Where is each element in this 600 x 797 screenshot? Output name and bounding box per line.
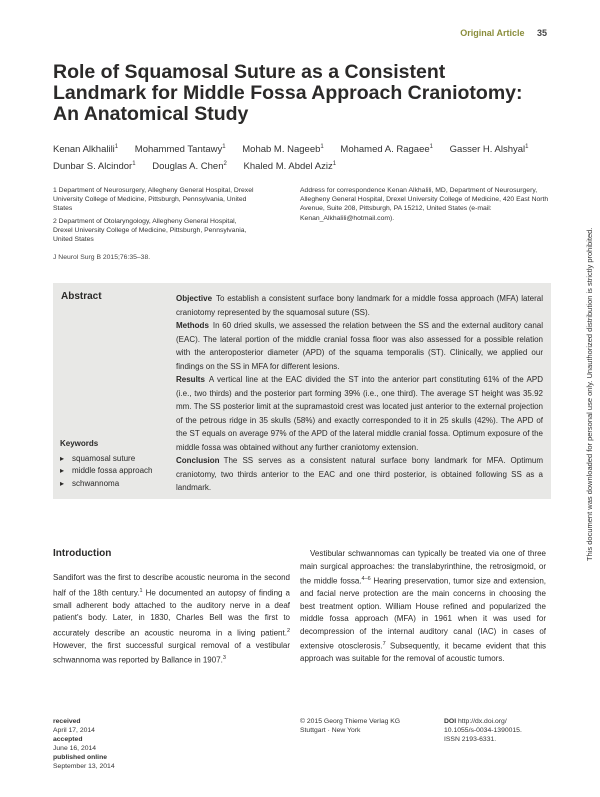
page-number: 35 [536,28,547,38]
abstract-methods: Methods In 60 dried skulls, we assessed the relation between the SS and the external auditory canal (EAC). The lateral portion of the middle cranial fossa floor was also assessed for a possible relation with the anteroposterior diameter (APD) of the squama temporalis (ST). Clinically, we applied our findings on the SS in MFA for different lesions. [176,321,543,371]
doi-info: DOI http://dx.doi.org/ 10.1055/s-0034-1390015. ISSN 2193-6331. [444,718,522,743]
author: Mohamed A. Ragaee$^1$ [340,144,434,156]
author: Douglas A. Chen$^2$ [152,161,227,173]
abstract-body [176,292,543,495]
affiliation: 1 Department of Neurosurgery, Allegheny General Hospital, Drexel University College of Medicine, Pittsburgh, Pennsylvania, United States [53,187,254,213]
article-title: Role of Squamosal Suture as a Consistent Landmark for Middle Fossa Approach Craniotomy: An Anatomical Study [53,61,523,125]
keywords-heading: Keywords [60,439,99,448]
abstract-heading: Abstract [61,291,102,302]
introduction-column-1: Sandifort was the first to describe acoustic neuroma in the second half of the 18th century.$^1$ He documented an autopsy of finding a small adherent body attached to the auditory nerve in a deaf patient's body. Later, in 1830, Charles Bell was the first to accurately describe an acoustic neuroma in a living patient.$^2$ However, the first successful surgical removal of a vestibular schwannoma was reported by Ballance in 1907.$^3$ [53,573,290,665]
article-type-label: Original Article [460,28,525,38]
doi-link[interactable]: http://dx.doi.org/ [457,718,507,725]
correspondence [300,186,550,223]
keyword: ▸ squamosal suture [60,453,164,466]
affiliation: 2 Department of Otolaryngology, Allegheny General Hospital, Drexel University College of Medicine, Pittsburgh, Pennsylvania, United States [53,217,247,244]
introduction-heading: Introduction [53,548,112,559]
author: Kenan Alkhalili$^1$ [53,144,119,156]
author: Dunbar S. Alcindor$^1$ [53,161,136,173]
author: Gasser H. Alshyal$^1$ [449,144,529,156]
keyword: ▸ middle fossa approach [60,465,164,478]
author: Mohammed Tantawy$^1$ [134,144,226,156]
journal-citation: J Neurol Surg B 2015;76:35–38. [53,254,151,261]
running-header [460,28,547,38]
author: Mohab M. Nageeb$^1$ [242,144,324,156]
author: Khaled M. Abdel Aziz$^1$ [243,161,337,173]
keyword: ▸ schwannoma [60,478,164,491]
article-history: received April 17, 2014 accepted June 16, 2014 published online September 13, 2014 [53,718,115,770]
correspondence-text: Kenan Alkhalili, MD, Department of Neurosurgery, Allegheny General Hospital, Drexel University College of Medicine, 420 East North Avenue, Suite 208, Pittsburgh, PA 15212, United States (e-mail: Kenan_Alkhalili@hotmail.com). [300,187,549,222]
abstract-conclusion: Conclusion The SS serves as a consistent natural surface bony landmark for MFA. Optimum craniotomy, two thirds anterior to the EAC and one third posterior, is obtained following SS as a landmark. [176,456,543,492]
keywords [60,438,164,490]
correspondence-label: Address for correspondence [300,187,386,194]
introduction-column-2: Vestibular schwannomas can typically be treated via one of three main surgical approaches: the translabyrinthine, the retrosigmoid, or the middle fossa.$^{4-6}$ Hearing preservation, tumor size and extension, and facial nerve protection are the main concerns in choosing the best treatment option. William House refined and popularized the middle fossa approach (MFA) in 1961 when it was used for decompression of the internal auditory canal (IAC) in cases of extensive otosclerosis.$^7$ Subsequently, it became evident that this approach was suitable for the removal of acoustic tumors. [300,549,547,664]
abstract-results: Results A vertical line at the EAC divided the ST into the anterior part constituting 61% of the APD (i.e., two thirds) and the posterior part forming 39% (i.e., one third). The average ST height was 35.92 mm. The SS posterior limit at the supramastoid crest was located just anterior to the external projection of the petrous ridge in 35 skulls (58%) and exactly corresponded to it in 25 skulls (42%). The APD of the ST equals on average 97% of the APD of the lateral middle cranial fossa. Optimum exposure of the middle fossa was obtained without any further craniotomy extension. [176,375,543,452]
publisher-info: © 2015 Georg Thieme Verlag KG Stuttgart · New York [300,718,401,734]
author-list [53,140,553,174]
abstract-objective: Objective To establish a consistent surface bony landmark for a middle fossa approach (MFA) lateral craniotomy represented by the squamosal suture (SS). [176,294,543,317]
affiliations [53,186,258,247]
